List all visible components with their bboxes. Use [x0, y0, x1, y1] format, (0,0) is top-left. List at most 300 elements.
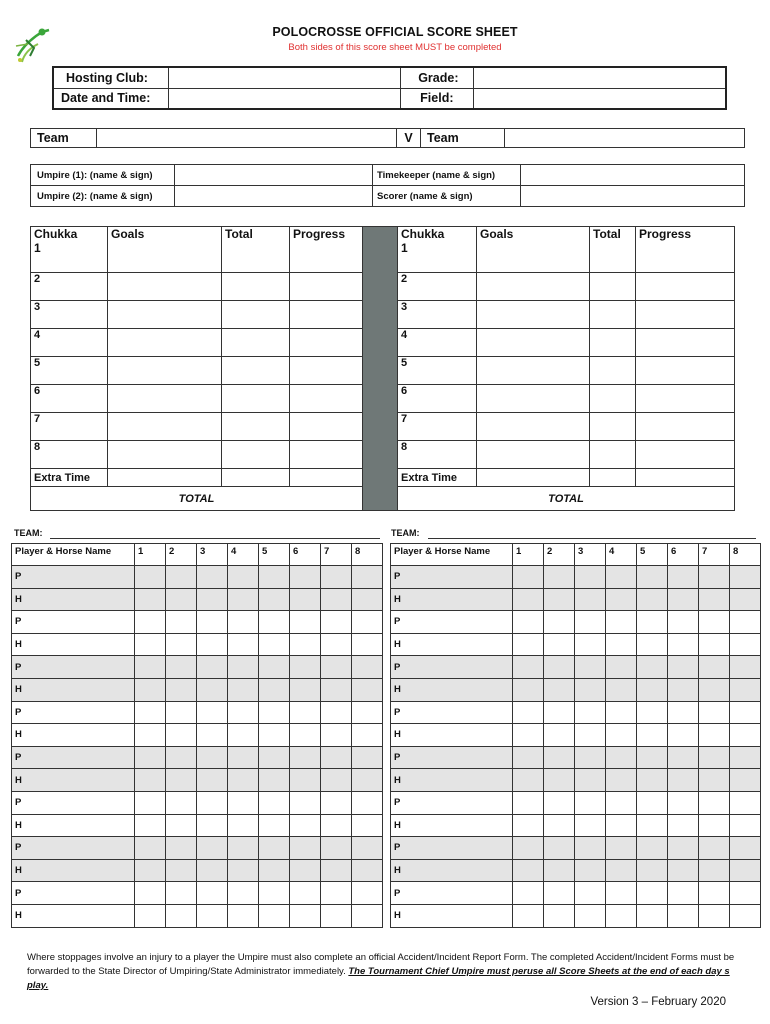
team-b-player-horse-name-cell[interactable]: P: [391, 701, 513, 724]
team-a-chukka-cell[interactable]: [259, 678, 290, 701]
team-a-goals-cell[interactable]: [108, 273, 222, 301]
team-b-extra-time-goals-cell[interactable]: [477, 469, 590, 487]
team-b-goals-cell[interactable]: [477, 385, 590, 413]
team-b-chukka-cell[interactable]: [575, 769, 606, 792]
team-b-chukka-cell[interactable]: [699, 633, 730, 656]
team-b-player-horse-name-cell[interactable]: P: [391, 566, 513, 589]
team-a-progress-cell[interactable]: [290, 329, 363, 357]
team-b-chukka-cell[interactable]: [544, 904, 575, 927]
team-b-chukka-cell[interactable]: [513, 814, 544, 837]
team-a-player-horse-name-cell[interactable]: P: [12, 746, 135, 769]
team-a-progress-cell[interactable]: [290, 413, 363, 441]
team-b-total-cell[interactable]: [590, 329, 636, 357]
team-a-chukka-cell[interactable]: [135, 882, 166, 905]
team-b-chukka-cell[interactable]: [513, 566, 544, 589]
team-b-chukka-cell[interactable]: [730, 633, 761, 656]
team-b-chukka-cell[interactable]: [699, 656, 730, 679]
team-b-chukka-cell[interactable]: [699, 837, 730, 860]
team-b-progress-cell[interactable]: [636, 385, 735, 413]
team-b-total-cell[interactable]: TOTAL: [398, 487, 735, 511]
team-b-player-horse-name-cell[interactable]: H: [391, 814, 513, 837]
hosting-club-field[interactable]: [168, 67, 400, 88]
team-a-chukka-cell[interactable]: [166, 588, 197, 611]
team-a-chukka-cell[interactable]: [259, 791, 290, 814]
team-b-player-horse-name-cell[interactable]: H: [391, 633, 513, 656]
team-a-chukka-cell[interactable]: [197, 611, 228, 634]
team-a-chukka-cell[interactable]: [228, 904, 259, 927]
team-a-chukka-cell[interactable]: [352, 656, 383, 679]
team-b-chukka-cell[interactable]: [668, 859, 699, 882]
team-a-chukka-cell[interactable]: [135, 814, 166, 837]
team-a-extra-time-total-cell[interactable]: [222, 469, 290, 487]
team-a-total-cell[interactable]: [222, 385, 290, 413]
team-b-total-cell[interactable]: [590, 357, 636, 385]
team-a-total-cell[interactable]: [222, 329, 290, 357]
team-a-chukka-cell[interactable]: [352, 566, 383, 589]
team-a-chukka-cell[interactable]: [321, 588, 352, 611]
team-a-chukka-cell[interactable]: [290, 566, 321, 589]
team-a-total-cell[interactable]: [222, 357, 290, 385]
team-b-chukka-cell[interactable]: [637, 656, 668, 679]
team-a-chukka-cell[interactable]: [290, 791, 321, 814]
team-a-progress-cell[interactable]: [290, 385, 363, 413]
team-b-chukka-cell[interactable]: [637, 746, 668, 769]
team-a-chukka-cell[interactable]: [228, 859, 259, 882]
team-b-chukka-cell[interactable]: [606, 746, 637, 769]
team-a-goals-cell[interactable]: [108, 357, 222, 385]
team-a-chukka-cell[interactable]: [321, 859, 352, 882]
team-b-chukka-cell[interactable]: [699, 566, 730, 589]
team-a-chukka-cell[interactable]: [228, 656, 259, 679]
team-a-player-horse-name-cell[interactable]: P: [12, 791, 135, 814]
team-a-chukka-cell[interactable]: [135, 724, 166, 747]
team-b-chukka-cell[interactable]: [668, 566, 699, 589]
team-a-chukka-cell[interactable]: [166, 904, 197, 927]
team-a-chukka-cell[interactable]: [197, 678, 228, 701]
team-a-player-horse-name-cell[interactable]: H: [12, 724, 135, 747]
umpire2-field[interactable]: [175, 186, 373, 207]
team-a-chukka-cell[interactable]: [135, 701, 166, 724]
team-a-chukka-cell[interactable]: [135, 837, 166, 860]
team-b-chukka-cell[interactable]: [606, 701, 637, 724]
team-a-chukka-cell[interactable]: [321, 882, 352, 905]
team-b-chukka-cell[interactable]: [544, 837, 575, 860]
team-a-chukka-cell[interactable]: [166, 633, 197, 656]
team-a-chukka-cell[interactable]: [259, 588, 290, 611]
team-a-chukka-cell[interactable]: [135, 633, 166, 656]
team-a-chukka-cell[interactable]: [321, 724, 352, 747]
team-a-chukka-cell[interactable]: [290, 678, 321, 701]
grade-field[interactable]: [473, 67, 726, 88]
team-a-chukka-cell[interactable]: [259, 837, 290, 860]
team-a-player-horse-name-cell[interactable]: H: [12, 678, 135, 701]
team-a-player-horse-name-cell[interactable]: P: [12, 837, 135, 860]
team-a-chukka-cell[interactable]: [135, 611, 166, 634]
team-a-chukka-cell[interactable]: [321, 611, 352, 634]
team-b-chukka-cell[interactable]: [513, 588, 544, 611]
team-b-total-cell[interactable]: [590, 273, 636, 301]
team-b-chukka-cell[interactable]: [544, 588, 575, 611]
team-a-chukka-cell[interactable]: [166, 769, 197, 792]
team-b-chukka-cell[interactable]: [606, 769, 637, 792]
team-a-chukka-cell[interactable]: [290, 611, 321, 634]
team-b-chukka-cell[interactable]: [637, 859, 668, 882]
team-a-chukka-cell[interactable]: [135, 678, 166, 701]
team-b-chukka-cell[interactable]: [544, 724, 575, 747]
team-a-chukka-cell[interactable]: [259, 859, 290, 882]
team-b-chukka-cell[interactable]: [637, 882, 668, 905]
team-b-progress-cell[interactable]: [636, 301, 735, 329]
team-a-chukka-cell[interactable]: [197, 656, 228, 679]
team-a-chukka-cell[interactable]: [197, 859, 228, 882]
team-b-chukka-cell[interactable]: [668, 791, 699, 814]
team-a-chukka-cell[interactable]: [321, 814, 352, 837]
team-b-chukka-cell[interactable]: [513, 882, 544, 905]
team-a-chukka-cell[interactable]: [290, 769, 321, 792]
team-a-total-cell[interactable]: [222, 413, 290, 441]
team-a-chukka-cell[interactable]: [166, 611, 197, 634]
team-a-chukka-cell[interactable]: [166, 882, 197, 905]
team-a-chukka-cell[interactable]: [290, 633, 321, 656]
team-b-chukka-cell[interactable]: [730, 814, 761, 837]
team-b-chukka-cell[interactable]: [637, 566, 668, 589]
team-a-chukka-cell[interactable]: [321, 678, 352, 701]
team-b-chukka-cell[interactable]: [544, 633, 575, 656]
team-a-chukka-cell[interactable]: [166, 791, 197, 814]
team-b-chukka-cell[interactable]: [544, 859, 575, 882]
team-a-chukka-cell[interactable]: [166, 678, 197, 701]
team-a-chukka-cell[interactable]: [259, 814, 290, 837]
team-b-chukka-cell[interactable]: [730, 566, 761, 589]
team-a-player-horse-name-cell[interactable]: H: [12, 904, 135, 927]
team-a-chukka-cell[interactable]: [197, 904, 228, 927]
team-a-chukka-cell[interactable]: [135, 791, 166, 814]
team-a-chukka-cell[interactable]: [290, 588, 321, 611]
team-a-chukka-cell[interactable]: [197, 566, 228, 589]
team-b-chukka-cell[interactable]: [575, 611, 606, 634]
team-b-chukka-cell[interactable]: [699, 791, 730, 814]
team-b-chukka-cell[interactable]: [606, 837, 637, 860]
team-b-total-cell[interactable]: [590, 413, 636, 441]
team-a-chukka-cell[interactable]: [321, 566, 352, 589]
team-b-progress-cell[interactable]: [636, 329, 735, 357]
team-b-player-horse-name-cell[interactable]: H: [391, 678, 513, 701]
team-b-chukka-cell[interactable]: [668, 746, 699, 769]
team-a-player-horse-name-cell[interactable]: P: [12, 656, 135, 679]
team-b-chukka-cell[interactable]: [668, 656, 699, 679]
team-b-chukka-cell[interactable]: [606, 566, 637, 589]
team-a-goals-cell[interactable]: [108, 301, 222, 329]
team-a-chukka-cell[interactable]: [228, 566, 259, 589]
team-b-chukka-cell[interactable]: [730, 701, 761, 724]
team-a-chukka-cell[interactable]: [228, 611, 259, 634]
team-b-chukka-cell[interactable]: [606, 633, 637, 656]
team-b-chukka-cell[interactable]: [699, 611, 730, 634]
team-b-chukka-cell[interactable]: [606, 791, 637, 814]
team-b-field[interactable]: [505, 129, 745, 148]
team-b-chukka-cell[interactable]: [730, 656, 761, 679]
team-a-chukka-cell[interactable]: [352, 814, 383, 837]
team-a-chukka-cell[interactable]: [228, 837, 259, 860]
team-a-chukka-cell[interactable]: [259, 656, 290, 679]
team-b-chukka-cell[interactable]: [606, 611, 637, 634]
team-b-progress-cell[interactable]: [636, 273, 735, 301]
team-b-chukka-cell[interactable]: [668, 611, 699, 634]
team-b-chukka-cell[interactable]: [575, 746, 606, 769]
team-b-chukka-cell[interactable]: [513, 904, 544, 927]
team-a-progress-cell[interactable]: [290, 357, 363, 385]
team-b-chukka-cell[interactable]: [544, 814, 575, 837]
team-b-chukka-cell[interactable]: [513, 656, 544, 679]
team-b-chukka-cell[interactable]: [575, 701, 606, 724]
team-a-chukka-cell[interactable]: [166, 746, 197, 769]
team-b-chukka-cell[interactable]: [575, 633, 606, 656]
team-a-chukka-cell[interactable]: [228, 633, 259, 656]
team-b-chukka-cell[interactable]: [513, 633, 544, 656]
team-a-chukka-cell[interactable]: [290, 746, 321, 769]
team-b-goals-cell[interactable]: [477, 301, 590, 329]
team-a-player-horse-name-cell[interactable]: P: [12, 882, 135, 905]
team-a-chukka-cell[interactable]: [290, 724, 321, 747]
umpire1-field[interactable]: [175, 165, 373, 186]
team-a-chukka-cell[interactable]: [197, 701, 228, 724]
team-a-chukka-cell[interactable]: [290, 701, 321, 724]
team-b-chukka-cell[interactable]: [730, 904, 761, 927]
team-b-chukka-cell[interactable]: [544, 611, 575, 634]
team-b-chukka-cell[interactable]: [637, 837, 668, 860]
team-a-progress-cell[interactable]: [290, 301, 363, 329]
team-b-chukka-cell[interactable]: [513, 746, 544, 769]
team-b-chukka-cell[interactable]: [575, 724, 606, 747]
team-a-chukka-cell[interactable]: [197, 633, 228, 656]
team-a-chukka-cell[interactable]: [228, 882, 259, 905]
team-b-chukka-cell[interactable]: [730, 791, 761, 814]
team-a-player-horse-name-cell[interactable]: H: [12, 859, 135, 882]
team-a-chukka-cell[interactable]: [135, 746, 166, 769]
team-b-chukka-cell[interactable]: [606, 588, 637, 611]
team-a-goals-cell[interactable]: [108, 441, 222, 469]
team-b-chukka-cell[interactable]: [699, 746, 730, 769]
team-b-chukka-cell[interactable]: [544, 791, 575, 814]
team-b-chukka-cell[interactable]: [575, 678, 606, 701]
team-b-chukka-cell[interactable]: [699, 724, 730, 747]
team-b-chukka-cell[interactable]: [668, 724, 699, 747]
team-b-chukka-cell[interactable]: [513, 611, 544, 634]
team-a-chukka-cell[interactable]: [352, 769, 383, 792]
team-a-chukka-cell[interactable]: [166, 656, 197, 679]
team-a-chukka-cell[interactable]: [321, 746, 352, 769]
team-a-chukka-cell[interactable]: [259, 904, 290, 927]
team-a-chukka-cell[interactable]: [197, 837, 228, 860]
team-a-chukka-cell[interactable]: [259, 701, 290, 724]
team-a-chukka-cell[interactable]: [197, 882, 228, 905]
team-a-chukka-cell[interactable]: [321, 701, 352, 724]
team-a-progress-cell[interactable]: [290, 273, 363, 301]
team-a-chukka-cell[interactable]: [166, 837, 197, 860]
team-b-chukka-cell[interactable]: [699, 678, 730, 701]
team-b-player-horse-name-cell[interactable]: P: [391, 611, 513, 634]
team-a-player-horse-name-cell[interactable]: H: [12, 814, 135, 837]
team-b-chukka-cell[interactable]: [575, 814, 606, 837]
team-a-chukka-cell[interactable]: [228, 724, 259, 747]
team-a-chukka-cell[interactable]: [228, 746, 259, 769]
team-b-chukka-cell[interactable]: [606, 859, 637, 882]
team-b-chukka-cell[interactable]: [668, 904, 699, 927]
team-a-chukka-cell[interactable]: [166, 859, 197, 882]
team-b-player-horse-name-cell[interactable]: P: [391, 882, 513, 905]
team-b-chukka-cell[interactable]: [730, 769, 761, 792]
team-b-chukka-cell[interactable]: [606, 656, 637, 679]
team-a-chukka-cell[interactable]: [228, 791, 259, 814]
team-b-chukka-cell[interactable]: [699, 882, 730, 905]
team-b-chukka-cell[interactable]: [668, 701, 699, 724]
team-a-chukka-cell[interactable]: [352, 588, 383, 611]
team-a-chukka-cell[interactable]: [166, 724, 197, 747]
team-a-chukka-cell[interactable]: [135, 904, 166, 927]
team-b-chukka-cell[interactable]: [575, 859, 606, 882]
team-a-player-horse-name-cell[interactable]: P: [12, 566, 135, 589]
team-b-chukka-cell[interactable]: [637, 904, 668, 927]
team-a-chukka-cell[interactable]: [352, 746, 383, 769]
team-a-extra-time-progress-cell[interactable]: [290, 469, 363, 487]
team-a-chukka-cell[interactable]: [352, 633, 383, 656]
team-a-player-horse-name-cell[interactable]: H: [12, 588, 135, 611]
field-field[interactable]: [473, 88, 726, 109]
team-a-chukka-cell[interactable]: [228, 814, 259, 837]
team-b-chukka-cell[interactable]: [544, 746, 575, 769]
team-a-chukka-cell[interactable]: [352, 859, 383, 882]
team-b-player-horse-name-cell[interactable]: P: [391, 791, 513, 814]
team-a-chukka-cell[interactable]: [352, 678, 383, 701]
team-b-chukka-cell[interactable]: [637, 701, 668, 724]
team-a-chukka-cell[interactable]: [197, 724, 228, 747]
team-a-goals-cell[interactable]: [108, 385, 222, 413]
team-b-total-cell[interactable]: [590, 301, 636, 329]
team-b-chukka-cell[interactable]: [699, 701, 730, 724]
team-a-chukka-cell[interactable]: [166, 701, 197, 724]
team-a-chukka-cell[interactable]: [321, 837, 352, 860]
team-a-extra-time-goals-cell[interactable]: [108, 469, 222, 487]
team-b-player-horse-name-cell[interactable]: P: [391, 656, 513, 679]
team-b-progress-cell[interactable]: [636, 357, 735, 385]
team-a-chukka-cell[interactable]: [135, 769, 166, 792]
team-a-chukka-cell[interactable]: [166, 814, 197, 837]
team-b-chukka-cell[interactable]: [575, 566, 606, 589]
team-b-chukka-cell[interactable]: [668, 588, 699, 611]
team-b-chukka-cell[interactable]: [513, 769, 544, 792]
team-b-chukka-cell[interactable]: [730, 837, 761, 860]
team-b-chukka-cell[interactable]: [637, 588, 668, 611]
team-b-player-horse-name-cell[interactable]: H: [391, 769, 513, 792]
team-a-player-horse-name-cell[interactable]: H: [12, 633, 135, 656]
team-a-chukka-cell[interactable]: [352, 701, 383, 724]
team-a-player-horse-name-cell[interactable]: P: [12, 701, 135, 724]
team-b-chukka-cell[interactable]: [730, 746, 761, 769]
team-a-progress-cell[interactable]: [290, 441, 363, 469]
team-b-chukka-cell[interactable]: [730, 859, 761, 882]
team-b-name-line[interactable]: [428, 538, 756, 539]
team-b-goals-cell[interactable]: [477, 413, 590, 441]
team-b-chukka-cell[interactable]: [730, 588, 761, 611]
team-a-total-cell[interactable]: [222, 301, 290, 329]
team-b-chukka-cell[interactable]: [699, 769, 730, 792]
team-b-chukka-cell[interactable]: [699, 814, 730, 837]
team-a-chukka-cell[interactable]: [259, 566, 290, 589]
team-a-chukka-cell[interactable]: [321, 904, 352, 927]
team-b-player-horse-name-cell[interactable]: P: [391, 837, 513, 860]
team-a-total-cell[interactable]: TOTAL: [31, 487, 363, 511]
team-b-chukka-cell[interactable]: [730, 882, 761, 905]
team-a-name-line[interactable]: [50, 538, 380, 539]
team-a-chukka-cell[interactable]: [228, 588, 259, 611]
team-b-chukka-cell[interactable]: [606, 904, 637, 927]
team-a-total-cell[interactable]: [222, 273, 290, 301]
team-b-chukka-cell[interactable]: [544, 882, 575, 905]
team-a-chukka-cell[interactable]: [135, 588, 166, 611]
team-b-player-horse-name-cell[interactable]: H: [391, 904, 513, 927]
team-b-total-cell[interactable]: [590, 441, 636, 469]
team-b-chukka-cell[interactable]: [544, 656, 575, 679]
team-a-chukka-cell[interactable]: [197, 814, 228, 837]
team-b-chukka-cell[interactable]: [637, 791, 668, 814]
team-b-chukka-cell[interactable]: [513, 859, 544, 882]
team-a-goals-cell[interactable]: [108, 329, 222, 357]
team-b-player-horse-name-cell[interactable]: H: [391, 588, 513, 611]
team-a-chukka-cell[interactable]: [321, 769, 352, 792]
team-b-chukka-cell[interactable]: [544, 769, 575, 792]
team-a-chukka-cell[interactable]: [352, 724, 383, 747]
team-b-chukka-cell[interactable]: [730, 678, 761, 701]
team-a-chukka-cell[interactable]: [197, 791, 228, 814]
team-b-chukka-cell[interactable]: [575, 588, 606, 611]
team-b-chukka-cell[interactable]: [730, 611, 761, 634]
team-b-chukka-cell[interactable]: [544, 678, 575, 701]
team-a-player-horse-name-cell[interactable]: H: [12, 769, 135, 792]
timekeeper-field[interactable]: [521, 165, 745, 186]
team-a-chukka-cell[interactable]: [259, 724, 290, 747]
team-b-chukka-cell[interactable]: [668, 633, 699, 656]
team-a-chukka-cell[interactable]: [321, 791, 352, 814]
team-a-chukka-cell[interactable]: [135, 566, 166, 589]
team-a-chukka-cell[interactable]: [197, 769, 228, 792]
team-b-goals-cell[interactable]: [477, 329, 590, 357]
team-b-chukka-cell[interactable]: [575, 882, 606, 905]
team-a-chukka-cell[interactable]: [166, 566, 197, 589]
team-b-chukka-cell[interactable]: [513, 724, 544, 747]
team-b-chukka-cell[interactable]: [575, 656, 606, 679]
team-b-chukka-cell[interactable]: [637, 814, 668, 837]
team-b-chukka-cell[interactable]: [699, 588, 730, 611]
team-b-extra-time-progress-cell[interactable]: [636, 469, 735, 487]
team-b-chukka-cell[interactable]: [513, 791, 544, 814]
team-a-chukka-cell[interactable]: [290, 814, 321, 837]
team-b-chukka-cell[interactable]: [513, 837, 544, 860]
team-b-progress-cell[interactable]: [636, 441, 735, 469]
team-a-chukka-cell[interactable]: [228, 769, 259, 792]
team-b-chukka-cell[interactable]: [606, 814, 637, 837]
team-b-chukka-cell[interactable]: [668, 678, 699, 701]
team-b-chukka-cell[interactable]: [730, 724, 761, 747]
team-a-chukka-cell[interactable]: [259, 882, 290, 905]
team-b-goals-cell[interactable]: [477, 273, 590, 301]
team-b-chukka-cell[interactable]: [637, 633, 668, 656]
team-b-player-horse-name-cell[interactable]: H: [391, 859, 513, 882]
team-a-chukka-cell[interactable]: [290, 859, 321, 882]
team-a-chukka-cell[interactable]: [352, 882, 383, 905]
team-a-chukka-cell[interactable]: [259, 769, 290, 792]
team-a-chukka-cell[interactable]: [352, 791, 383, 814]
team-a-goals-cell[interactable]: [108, 413, 222, 441]
